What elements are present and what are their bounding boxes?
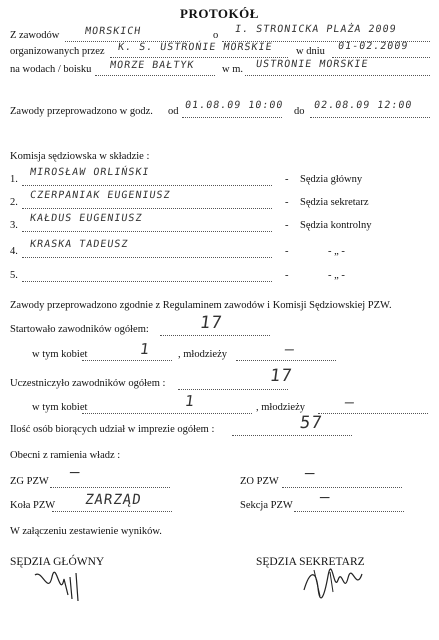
time-od-label: od <box>168 106 179 117</box>
sekcja-label: Sekcja PZW <box>240 500 293 511</box>
startowalo-mlodziezy-label: , młodzieży <box>178 349 227 360</box>
member-name-1: MIROSŁAW ORLIŃSKI <box>29 167 151 178</box>
uczestniczylo-kobiet-line <box>82 413 252 414</box>
startowalo-kobiet-line <box>82 360 172 361</box>
ilosc-label: Ilość osób biorących udział w imprezie ogółem : <box>10 424 215 435</box>
kolo-value: ZARZĄD <box>83 492 143 508</box>
wm-value: USTRONIE MORSKIE <box>255 59 370 70</box>
kolo-label: Koła PZW <box>10 500 56 511</box>
sekcja-value: — <box>318 487 332 506</box>
regulamin-text: Zawody przeprowadzono zgodnie z Regulaminem zawodów i Komisji Sędziowskiej PZW. <box>10 300 392 311</box>
signature-left-label: SĘDZIA GŁÓWNY <box>10 556 105 568</box>
wm-label: w m. <box>222 64 243 75</box>
uczestniczylo-kobiet-value: 1 <box>183 392 197 410</box>
member-name-3: KAŁDUS EUGENIUSZ <box>29 213 144 224</box>
ilosc-value: 57 <box>298 413 324 433</box>
zg-value: — <box>68 462 82 481</box>
uczestniczylo-line <box>178 389 288 390</box>
member-line-5 <box>22 281 272 282</box>
member-role-1: Sędzia główny <box>300 174 363 185</box>
obecni-heading: Obecni z ramienia władz : <box>10 450 121 461</box>
startowalo-kobiet-label: w tym kobiet <box>32 349 88 360</box>
member-line-1 <box>22 185 272 186</box>
o-value: I. STRONICKA PLAŻA 2009 <box>234 24 398 35</box>
dnia-line <box>332 57 430 58</box>
zalacznik-text: W załączeniu zestawienie wyników. <box>10 526 162 537</box>
startowalo-mlodziezy-value: — <box>283 340 297 358</box>
wm-line <box>245 75 430 76</box>
wodach-value: MORZE BAŁTYK <box>109 60 196 71</box>
member-role-5: - „ - <box>328 270 345 281</box>
dnia-value: 01-02.2009 <box>337 41 409 52</box>
member-name-4: KRASKA TADEUSZ <box>29 239 130 250</box>
member-num-5: 5. <box>10 270 18 281</box>
time-label: Zawody przeprowadzono w godz. <box>10 106 153 117</box>
member-dash-4: - <box>285 246 289 257</box>
signature-right-image <box>300 562 370 607</box>
member-num-3: 3. <box>10 220 18 231</box>
startowalo-mlodziezy-line <box>236 360 336 361</box>
uczestniczylo-mlodziezy-line <box>318 413 428 414</box>
member-dash-3: - <box>285 220 289 231</box>
document-title: PROTOKÓŁ <box>180 6 259 21</box>
org-value: K. S. USTROŃIE MORSKIE <box>117 42 274 53</box>
time-do-label: do <box>294 106 305 117</box>
zo-label: ZO PZW <box>240 476 279 487</box>
zawody-value: MORSKICH <box>84 26 142 37</box>
uczestniczylo-label: Uczestniczyło zawodników ogółem : <box>10 378 166 389</box>
member-name-2: CZERPANIAK EUGENIUSZ <box>29 190 172 201</box>
org-label: organizowanych przez <box>10 46 105 57</box>
wodach-line <box>95 75 215 76</box>
member-role-2: Sędzia sekretarz <box>300 197 369 208</box>
uczestniczylo-mlodziezy-value: — <box>343 393 357 411</box>
commission-heading: Komisja sędziowska w składzie : <box>10 151 150 162</box>
zg-line <box>50 487 170 488</box>
member-line-2 <box>22 208 272 209</box>
member-num-1: 1. <box>10 174 18 185</box>
member-num-2: 2. <box>10 197 18 208</box>
time-do-value: 02.08.09 12:00 <box>313 100 414 111</box>
o-label: o <box>213 30 219 41</box>
startowalo-value: 17 <box>198 313 224 333</box>
signature-right-label: SĘDZIA SEKRETARZ <box>256 556 365 568</box>
kolo-line <box>52 511 172 512</box>
zo-line <box>282 487 402 488</box>
dnia-label: w dniu <box>296 46 325 57</box>
member-line-4 <box>22 257 272 258</box>
member-num-4: 4. <box>10 246 18 257</box>
member-dash-5: - <box>285 270 289 281</box>
zg-label: ZG PZW <box>10 476 49 487</box>
time-do-line <box>310 117 430 118</box>
signature-left-image <box>30 565 90 605</box>
member-role-3: Sędzia kontrolny <box>300 220 372 231</box>
member-role-4: - „ - <box>328 246 345 257</box>
ilosc-line <box>232 435 352 436</box>
time-od-value: 01.08.09 10:00 <box>184 100 285 111</box>
member-line-3 <box>22 231 272 232</box>
uczestniczylo-mlodziezy-label: , młodzieży <box>256 402 305 413</box>
time-od-line <box>182 117 282 118</box>
uczestniczylo-value: 17 <box>268 366 294 386</box>
sekcja-line <box>294 511 404 512</box>
member-dash-2: - <box>285 197 289 208</box>
wodach-label: na wodach / boisku <box>10 64 92 75</box>
startowalo-line <box>160 335 270 336</box>
startowalo-label: Startowało zawodników ogółem: <box>10 324 149 335</box>
startowalo-kobiet-value: 1 <box>138 340 152 358</box>
org-line <box>110 57 288 58</box>
member-dash-1: - <box>285 174 289 185</box>
uczestniczylo-kobiet-label: w tym kobiet <box>32 402 88 413</box>
zo-value: — <box>303 463 317 482</box>
zawody-label: Z zawodów <box>10 30 60 41</box>
